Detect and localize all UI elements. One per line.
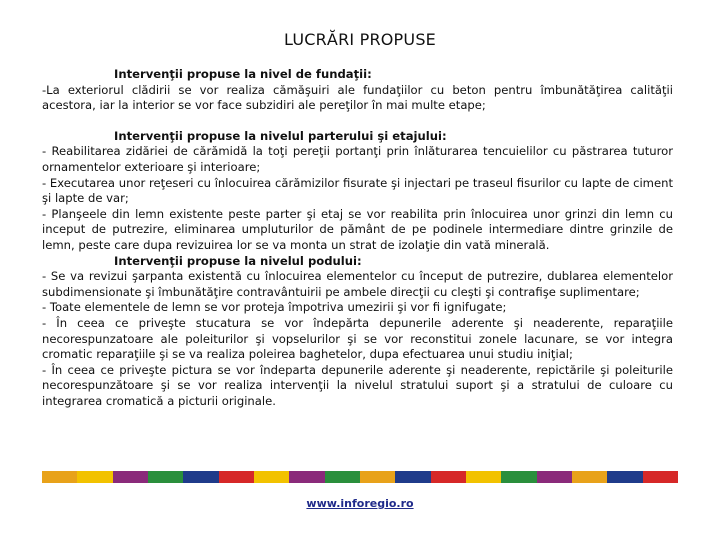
ground-floor-item: - Executarea unor reţeseri cu înlocuirea cărămizilor fisurate şi injectari pe traseul fisurilor cu lapte de ciment şi lapte de var; [42,175,673,206]
color-stripe-segment [219,471,254,483]
color-stripe-segment [360,471,395,483]
color-stripe-segment [289,471,324,483]
color-stripe-segment [42,471,77,483]
color-stripe-segment [325,471,360,483]
ground-floor-item: - Reabilitarea zidăriei de cărămidă la toţi pereţii portanţi prin înlăturarea tencuielilor cu păstrarea tuturor ornamentelor exterioare şi interioare; [42,144,673,174]
color-stripe-segment [395,471,430,483]
document-body [42,67,673,409]
color-stripe-divider [42,471,678,483]
color-stripe-segment [254,471,289,483]
foundation-paragraph: -La exteriorul clădirii se vor realiza cămăşuiri ale fundaţiilor cu beton pentru îmbunătăţirea calităţii acestora, iar la interior se vor face subzidiri ale pereţilor în mai multe etape; [42,82,673,113]
color-stripe-segment [607,471,642,483]
page-title: LUCRĂRI PROPUSE [284,30,436,49]
color-stripe-segment [431,471,466,483]
attic-item: - În ceea ce priveşte pictura se vor îndeparta depunerile aderente şi neaderente, repictările şi poleiturile necorespunzătoare şi se vor realiza intervenţii la nivelul stratului suport şi a stratului de culoare cu integrarea cromatică a picturii originale. [42,362,673,408]
color-stripe-segment [77,471,112,483]
attic-item: - În ceea ce priveşte stucatura se vor îndepărta depunerile aderente şi neaderente, reparaţiile necorespunzatoare ale poleiturilor şi vopselurilor şi se vor reconstitui zonele lacunare, se vor integra cromatic reparaţiile şi se va realiza poleirea baghetelor, dupa efectuarea unui studiu iniţial; [42,315,673,362]
color-stripe-segment [537,471,572,483]
color-stripe-segment [572,471,607,483]
ground-floor-heading: Intervenţii propuse la nivelul parterului şi etajului: [114,128,447,143]
foundation-heading: Intervenţii propuse la nivel de fundaţii: [114,67,372,81]
footer-link[interactable]: www.inforegio.ro [306,497,414,510]
attic-heading: Intervenţii propuse la nivelul podului: [114,253,362,268]
color-stripe-segment [183,471,218,483]
ground-floor-item: - Planşeele din lemn existente peste parter şi etaj se vor reabilita prin înlocuirea unor grinzi din lemn cu inceput de putrezire, eliminarea umpluturilor de pământ de pe podinele intermediare dintre grinzile de lemn, peste care dupa revizuirea lor se va monta un strat de izolaţie din vată minerală. [42,206,673,252]
color-stripe-segment [113,471,148,483]
attic-item: - Toate elementele de lemn se vor proteja împotriva umezirii şi vor fi ignifugate; [42,300,507,315]
color-stripe-segment [501,471,536,483]
color-stripe-segment [643,471,678,483]
color-stripe-segment [148,471,183,483]
attic-item: - Se va revizui şarpanta existentă cu înlocuirea elementelor cu început de putrezire, dublarea elementelor subdimensionate şi îmbunătăţire contravântuirii pe ambele direcţii cu cleşti şi contrafişe suplimentare; [42,269,673,299]
color-stripe-segment [466,471,501,483]
